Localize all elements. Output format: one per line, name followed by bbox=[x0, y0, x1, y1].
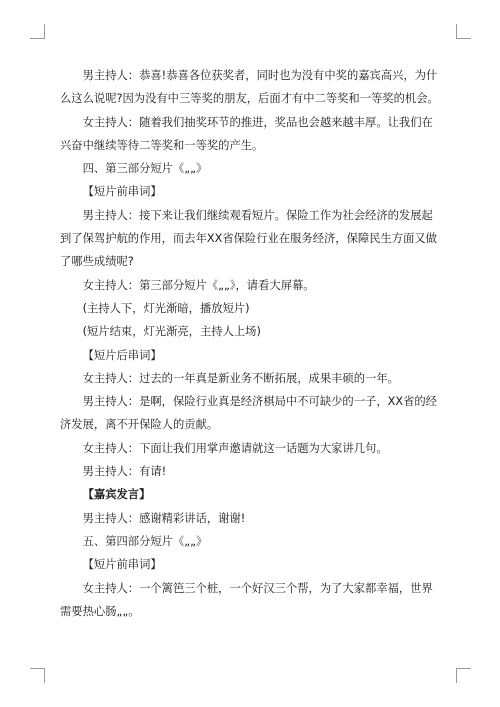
margin-mark-bottom-right bbox=[456, 668, 471, 683]
paragraph: 女主持人：第三部分短片《„„》，请看大屏幕。 bbox=[82, 278, 315, 292]
paragraph: 男主持人：接下来让我们继续观看短片。保险工作为社会经济的发展起到了保驾护航的作用，而去年XX省保险行业在服务经济，保障民生方面又做了哪些成绩呢? bbox=[60, 208, 437, 269]
margin-mark-top-right bbox=[456, 24, 471, 39]
section-heading: 五、第四部分短片《„„》 bbox=[82, 534, 208, 548]
paragraph: 男主持人：感谢精彩讲话，谢谢! bbox=[82, 511, 246, 525]
paragraph: 女主持人：随着我们抽奖环节的推进，奖品也会越来越丰厚。让我们在兴奋中继续等待二等奖和一等奖的产生。 bbox=[60, 115, 433, 152]
paragraph: 女主持人：一个篱笆三个桩，一个好汉三个帮，为了大家都幸福，世界需要热心肠„„。 bbox=[60, 581, 433, 618]
paragraph: 女主持人：下面让我们用掌声邀请就这一话题为大家讲几句。 bbox=[82, 441, 388, 455]
bracket-label: 【短片前串词】 bbox=[82, 185, 162, 199]
section-heading: 四、第三部分短片《„„》 bbox=[82, 162, 208, 176]
document-body bbox=[60, 64, 444, 623]
stage-direction: (主持人下，灯光渐暗，播放短片) bbox=[82, 301, 250, 315]
paragraph: 男主持人：恭喜!恭喜各位获奖者，同时也为没有中奖的嘉宾高兴，为什么这么说呢?因为没有中三等奖的朋友，后面才有中二等奖和一等奖的机会。 bbox=[60, 69, 439, 106]
margin-mark-bottom-left bbox=[30, 668, 45, 683]
bracket-label: 【短片前串词】 bbox=[82, 558, 162, 572]
paragraph: 男主持人：有请! bbox=[82, 465, 167, 479]
margin-mark-top-left bbox=[30, 24, 45, 39]
paragraph: 男主持人：是啊，保险行业真是经济棋局中不可缺少的一子，XX省的经济发展，离不开保险人的贡献。 bbox=[60, 395, 437, 432]
bracket-label: 【短片后串词】 bbox=[82, 348, 162, 362]
bracket-label-bold: 【嘉宾发言】 bbox=[82, 488, 151, 502]
paragraph: 女主持人：过去的一年真是新业务不断拓展，成果丰硕的一年。 bbox=[82, 371, 399, 385]
stage-direction: (短片结束，灯光渐亮，主持人上场) bbox=[82, 325, 261, 339]
